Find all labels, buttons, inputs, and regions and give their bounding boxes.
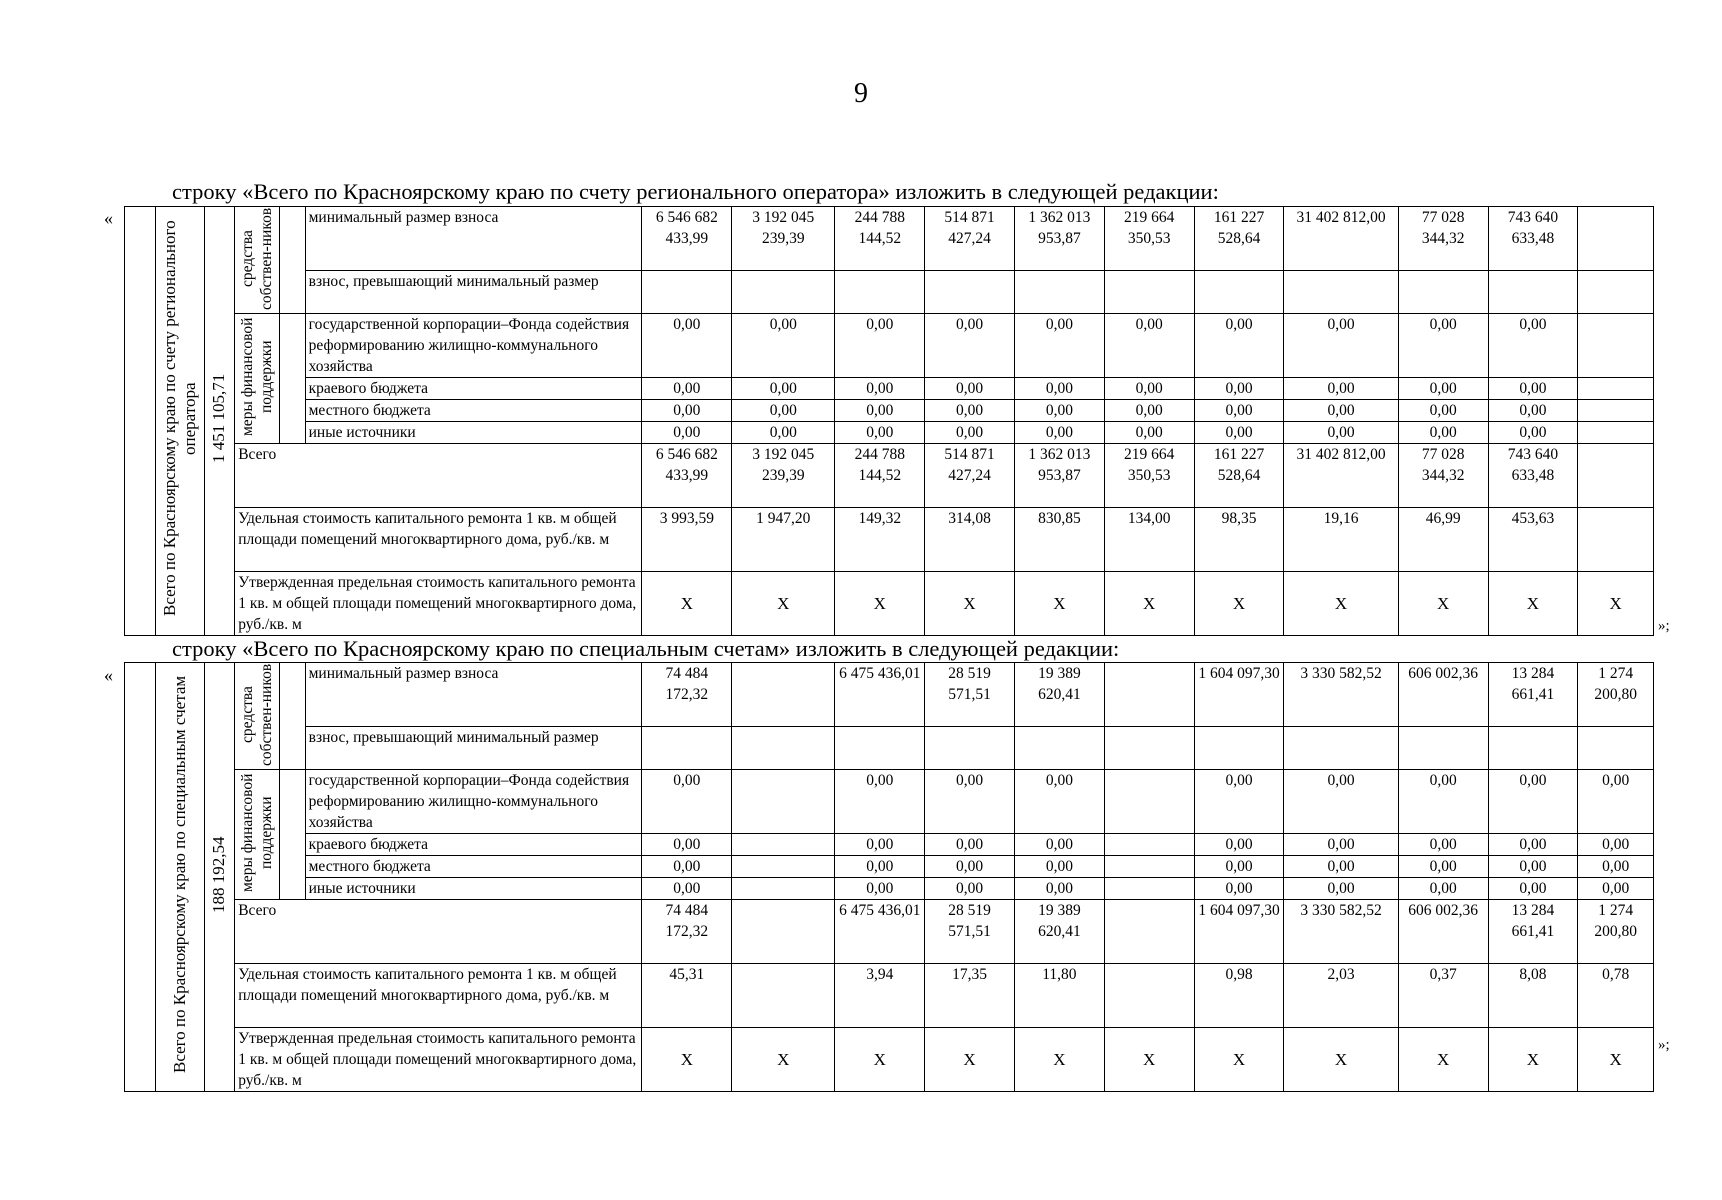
value-cell: 1 274 200,80 xyxy=(1578,900,1654,964)
value-cell: 0,00 xyxy=(1194,400,1284,422)
value-cell: 0,00 xyxy=(1488,400,1578,422)
value-cell: 0,00 xyxy=(1104,422,1194,444)
owners-funds-label-cell xyxy=(235,207,280,314)
value-cell: 0,00 xyxy=(925,400,1015,422)
value-cell: 0,00 xyxy=(1194,770,1284,834)
value-cell: 0,00 xyxy=(835,400,925,422)
value-cell: 6 546 682 433,99 xyxy=(642,444,732,508)
value-cell: 514 871 427,24 xyxy=(925,444,1015,508)
value-cell: 830,85 xyxy=(1014,508,1104,572)
table-row xyxy=(125,508,1654,572)
value-cell: 31 402 812,00 xyxy=(1284,207,1398,271)
value-cell: 0,00 xyxy=(1398,378,1488,400)
value-cell: 0,00 xyxy=(1014,422,1104,444)
table-row xyxy=(125,314,1654,378)
value-cell xyxy=(1104,878,1194,900)
value-cell: 149,32 xyxy=(835,508,925,572)
value-cell xyxy=(732,878,835,900)
financial-support-label: меры финансовой поддержки xyxy=(239,317,276,437)
value-cell: 3 330 582,52 xyxy=(1284,900,1398,964)
value-cell: 0,00 xyxy=(1104,314,1194,378)
value-cell: 0,98 xyxy=(1194,964,1284,1028)
value-cell: X xyxy=(835,1028,925,1092)
value-cell: 1 362 013 953,87 xyxy=(1014,207,1104,271)
value-cell: 0,00 xyxy=(642,314,732,378)
value-cell: X xyxy=(1014,1028,1104,1092)
value-cell xyxy=(1578,508,1654,572)
section-1-intro: строку «Всего по Красноярскому краю по счету регионального оператора» изложить в следующей редакции: xyxy=(172,179,1219,204)
value-cell xyxy=(835,271,925,314)
value-cell: 0,00 xyxy=(1398,856,1488,878)
section-2-quote-close: »; xyxy=(1658,1037,1670,1053)
value-cell: 6 546 682 433,99 xyxy=(642,207,732,271)
value-cell: 219 664 350,53 xyxy=(1104,207,1194,271)
value-cell: 0,00 xyxy=(642,400,732,422)
value-cell: X xyxy=(1104,572,1194,636)
value-cell xyxy=(1398,271,1488,314)
value-cell: X xyxy=(1578,1028,1654,1092)
value-cell: 45,31 xyxy=(642,964,732,1028)
value-cell xyxy=(1104,663,1194,727)
value-cell: 6 475 436,01 xyxy=(835,900,925,964)
value-cell: X xyxy=(1194,1028,1284,1092)
value-cell xyxy=(1104,271,1194,314)
area-total-cell xyxy=(204,663,235,1092)
value-cell: 743 640 633,48 xyxy=(1488,207,1578,271)
value-cell xyxy=(925,271,1015,314)
value-cell xyxy=(1578,444,1654,508)
value-cell: 0,00 xyxy=(1014,878,1104,900)
table-row xyxy=(125,878,1654,900)
area-total-cell xyxy=(204,207,235,636)
value-cell: 0,00 xyxy=(835,856,925,878)
value-cell: 134,00 xyxy=(1104,508,1194,572)
value-cell: 0,00 xyxy=(642,770,732,834)
value-cell: 0,00 xyxy=(1488,378,1578,400)
value-cell: 0,00 xyxy=(1284,422,1398,444)
value-cell xyxy=(1578,400,1654,422)
value-cell: 3,94 xyxy=(835,964,925,1028)
value-cell: 0,00 xyxy=(1398,400,1488,422)
value-cell: 0,00 xyxy=(1194,378,1284,400)
value-cell: 244 788 144,52 xyxy=(835,207,925,271)
value-cell: 0,00 xyxy=(1014,856,1104,878)
value-cell: X xyxy=(1014,572,1104,636)
value-cell xyxy=(732,770,835,834)
value-cell: 0,00 xyxy=(1284,856,1398,878)
financial-support-label-cell xyxy=(235,770,280,900)
table-row xyxy=(125,378,1654,400)
value-cell: 743 640 633,48 xyxy=(1488,444,1578,508)
row-label-limit-cost: Утвержденная предельная стоимость капитального ремонта 1 кв. м общей площади помещений многоквартирного дома, руб./кв. м xyxy=(235,572,642,636)
value-cell xyxy=(1104,856,1194,878)
value-cell: 0,00 xyxy=(1398,770,1488,834)
section-2-intro: строку «Всего по Красноярскому краю по специальным счетам» изложить в следующей редакции: xyxy=(172,636,1120,661)
value-cell: 161 227 528,64 xyxy=(1194,444,1284,508)
blank-subcolumn xyxy=(280,314,306,444)
value-cell: 1 604 097,30 xyxy=(1194,663,1284,727)
value-cell: 0,00 xyxy=(1488,856,1578,878)
value-cell: 314,08 xyxy=(925,508,1015,572)
value-cell: 0,00 xyxy=(1194,834,1284,856)
value-cell: 0,00 xyxy=(925,314,1015,378)
value-cell xyxy=(1104,834,1194,856)
value-cell: 0,00 xyxy=(1284,400,1398,422)
blank-subcolumn xyxy=(280,663,306,770)
value-cell: 0,00 xyxy=(1488,878,1578,900)
value-cell: 0,00 xyxy=(835,314,925,378)
value-cell: 1 274 200,80 xyxy=(1578,663,1654,727)
value-cell: X xyxy=(1284,1028,1398,1092)
value-cell: 19 389 620,41 xyxy=(1014,900,1104,964)
row-label-total: Всего xyxy=(235,444,642,508)
group-label-cell xyxy=(155,663,204,1092)
value-cell: 0,00 xyxy=(1398,834,1488,856)
row-label-fund: государственной корпорации–Фонда содействия реформированию жилищно-коммунального хозяйства xyxy=(305,314,642,378)
value-cell: 77 028 344,32 xyxy=(1398,444,1488,508)
value-cell: 13 284 661,41 xyxy=(1488,900,1578,964)
value-cell xyxy=(1578,207,1654,271)
row-label-min-fee: минимальный размер взноса xyxy=(305,663,642,727)
value-cell: 0,00 xyxy=(1488,770,1578,834)
table-row xyxy=(125,1028,1654,1092)
value-cell xyxy=(732,271,835,314)
value-cell: 0,00 xyxy=(835,878,925,900)
value-cell: 0,00 xyxy=(732,378,835,400)
value-cell: X xyxy=(1488,572,1578,636)
value-cell: 19 389 620,41 xyxy=(1014,663,1104,727)
value-cell: 0,00 xyxy=(1284,314,1398,378)
table-row xyxy=(125,834,1654,856)
row-label-min-fee: минимальный размер взноса xyxy=(305,207,642,271)
section-2-table xyxy=(124,662,1654,1092)
value-cell: 0,00 xyxy=(835,770,925,834)
value-cell: 0,78 xyxy=(1578,964,1654,1028)
value-cell: 0,00 xyxy=(1578,770,1654,834)
table-row xyxy=(125,422,1654,444)
value-cell: 606 002,36 xyxy=(1398,663,1488,727)
value-cell: 11,80 xyxy=(1014,964,1104,1028)
value-cell: 3 993,59 xyxy=(642,508,732,572)
blank-subcolumn xyxy=(280,207,306,314)
value-cell: 0,00 xyxy=(1488,834,1578,856)
table-row xyxy=(125,900,1654,964)
value-cell: 2,03 xyxy=(1284,964,1398,1028)
value-cell: X xyxy=(642,572,732,636)
value-cell: 0,00 xyxy=(732,400,835,422)
page-number: 9 xyxy=(854,78,868,109)
table-row xyxy=(125,663,1654,727)
value-cell xyxy=(1194,271,1284,314)
value-cell: 13 284 661,41 xyxy=(1488,663,1578,727)
table-row xyxy=(125,727,1654,770)
value-cell: 6 475 436,01 xyxy=(835,663,925,727)
value-cell: 0,00 xyxy=(1194,314,1284,378)
value-cell: 1 947,20 xyxy=(732,508,835,572)
value-cell xyxy=(732,900,835,964)
blank-subcolumn xyxy=(280,770,306,900)
owners-funds-label: средства собствен-ников xyxy=(239,207,276,310)
value-cell: 0,00 xyxy=(732,422,835,444)
value-cell: X xyxy=(1284,572,1398,636)
value-cell: X xyxy=(1398,572,1488,636)
value-cell: 3 192 045 239,39 xyxy=(732,207,835,271)
value-cell xyxy=(732,964,835,1028)
blank-column xyxy=(125,207,156,636)
value-cell xyxy=(1578,271,1654,314)
value-cell xyxy=(642,271,732,314)
value-cell xyxy=(1104,727,1194,770)
value-cell: X xyxy=(835,572,925,636)
value-cell: 0,00 xyxy=(1014,400,1104,422)
value-cell: 1 604 097,30 xyxy=(1194,900,1284,964)
value-cell xyxy=(1488,727,1578,770)
section-1-quote-close: »; xyxy=(1658,618,1670,634)
value-cell: X xyxy=(1488,1028,1578,1092)
row-label-regional: краевого бюджета xyxy=(305,834,642,856)
value-cell: 0,00 xyxy=(1488,314,1578,378)
value-cell xyxy=(1398,727,1488,770)
value-cell: 3 330 582,52 xyxy=(1284,663,1398,727)
value-cell: 0,00 xyxy=(642,878,732,900)
financial-support-label: меры финансовой поддержки xyxy=(239,773,276,893)
blank-column xyxy=(125,663,156,1092)
value-cell: 219 664 350,53 xyxy=(1104,444,1194,508)
value-cell: X xyxy=(732,572,835,636)
value-cell: 0,00 xyxy=(1104,378,1194,400)
section-1-quote-open: « xyxy=(104,208,113,228)
value-cell: 0,00 xyxy=(642,378,732,400)
value-cell xyxy=(1488,271,1578,314)
table-row xyxy=(125,400,1654,422)
value-cell: 3 192 045 239,39 xyxy=(732,444,835,508)
row-label-fund: государственной корпорации–Фонда содействия реформированию жилищно-коммунального хозяйства xyxy=(305,770,642,834)
value-cell: 0,00 xyxy=(1284,378,1398,400)
table-row xyxy=(125,964,1654,1028)
table-row xyxy=(125,572,1654,636)
row-label-total: Всего xyxy=(235,900,642,964)
value-cell: X xyxy=(1398,1028,1488,1092)
value-cell xyxy=(1194,727,1284,770)
value-cell: 28 519 571,51 xyxy=(925,663,1015,727)
value-cell xyxy=(1578,314,1654,378)
value-cell: 0,00 xyxy=(1398,878,1488,900)
row-label-excess-fee: взнос, превышающий минимальный размер xyxy=(305,727,642,770)
value-cell: 514 871 427,24 xyxy=(925,207,1015,271)
group-label: Всего по Красноярскому краю по специальным счетам xyxy=(169,675,189,1074)
value-cell: 0,00 xyxy=(1014,314,1104,378)
value-cell: X xyxy=(925,1028,1015,1092)
value-cell: 0,00 xyxy=(835,422,925,444)
row-label-local: местного бюджета xyxy=(305,400,642,422)
row-label-excess-fee: взнос, превышающий минимальный размер xyxy=(305,271,642,314)
financial-support-label-cell xyxy=(235,314,280,444)
value-cell: 606 002,36 xyxy=(1398,900,1488,964)
value-cell: 0,00 xyxy=(1104,400,1194,422)
value-cell: 0,00 xyxy=(925,834,1015,856)
value-cell: 1 362 013 953,87 xyxy=(1014,444,1104,508)
group-label: Всего по Красноярскому краю по счету регионального оператора xyxy=(159,220,199,617)
value-cell: 0,00 xyxy=(1284,878,1398,900)
value-cell: 74 484 172,32 xyxy=(642,663,732,727)
value-cell xyxy=(1284,271,1398,314)
value-cell xyxy=(1284,727,1398,770)
table-row xyxy=(125,207,1654,271)
table-row xyxy=(125,271,1654,314)
value-cell: X xyxy=(732,1028,835,1092)
section-2-quote-open: « xyxy=(104,665,113,685)
value-cell xyxy=(1104,964,1194,1028)
value-cell xyxy=(732,727,835,770)
value-cell: 98,35 xyxy=(1194,508,1284,572)
value-cell: 28 519 571,51 xyxy=(925,900,1015,964)
value-cell: 0,00 xyxy=(1284,770,1398,834)
value-cell xyxy=(1014,727,1104,770)
area-total: 188 192,54 xyxy=(209,836,229,913)
value-cell: 0,00 xyxy=(925,378,1015,400)
table-row xyxy=(125,770,1654,834)
value-cell: 0,00 xyxy=(1194,878,1284,900)
group-label-cell xyxy=(155,207,204,636)
value-cell xyxy=(835,727,925,770)
value-cell: 0,00 xyxy=(642,422,732,444)
value-cell: 0,00 xyxy=(1014,770,1104,834)
value-cell: 0,00 xyxy=(1194,856,1284,878)
row-label-unit-cost: Удельная стоимость капитального ремонта 1 кв. м общей площади помещений многоквартирного дома, руб./кв. м xyxy=(235,508,642,572)
row-label-limit-cost: Утвержденная предельная стоимость капитального ремонта 1 кв. м общей площади помещений многоквартирного дома, руб./кв. м xyxy=(235,1028,642,1092)
row-label-other: иные источники xyxy=(305,422,642,444)
value-cell: 244 788 144,52 xyxy=(835,444,925,508)
value-cell: 0,00 xyxy=(1398,422,1488,444)
value-cell: 0,00 xyxy=(835,378,925,400)
value-cell xyxy=(732,663,835,727)
value-cell xyxy=(1014,271,1104,314)
value-cell xyxy=(1104,900,1194,964)
value-cell xyxy=(732,856,835,878)
value-cell: X xyxy=(1578,572,1654,636)
value-cell xyxy=(1104,770,1194,834)
value-cell: 0,00 xyxy=(1578,834,1654,856)
value-cell: 19,16 xyxy=(1284,508,1398,572)
row-label-unit-cost: Удельная стоимость капитального ремонта 1 кв. м общей площади помещений многоквартирного дома, руб./кв. м xyxy=(235,964,642,1028)
value-cell: 0,00 xyxy=(732,314,835,378)
value-cell: X xyxy=(1194,572,1284,636)
value-cell: 46,99 xyxy=(1398,508,1488,572)
value-cell: 0,00 xyxy=(1014,378,1104,400)
value-cell xyxy=(1578,727,1654,770)
table-row xyxy=(125,444,1654,508)
row-label-other: иные источники xyxy=(305,878,642,900)
row-label-regional: краевого бюджета xyxy=(305,378,642,400)
value-cell: 0,00 xyxy=(1578,856,1654,878)
value-cell: 0,00 xyxy=(642,834,732,856)
value-cell xyxy=(732,834,835,856)
value-cell: 31 402 812,00 xyxy=(1284,444,1398,508)
value-cell: 0,00 xyxy=(835,834,925,856)
value-cell: 0,00 xyxy=(925,878,1015,900)
value-cell: X xyxy=(1104,1028,1194,1092)
value-cell: 8,08 xyxy=(1488,964,1578,1028)
value-cell: 0,00 xyxy=(642,856,732,878)
value-cell: X xyxy=(925,572,1015,636)
value-cell: 0,00 xyxy=(925,422,1015,444)
owners-funds-label: средства собствен-ников xyxy=(239,663,276,766)
value-cell: 0,00 xyxy=(1488,422,1578,444)
value-cell: 17,35 xyxy=(925,964,1015,1028)
value-cell: 0,00 xyxy=(925,770,1015,834)
value-cell: X xyxy=(642,1028,732,1092)
value-cell: 0,37 xyxy=(1398,964,1488,1028)
value-cell: 453,63 xyxy=(1488,508,1578,572)
value-cell xyxy=(642,727,732,770)
value-cell xyxy=(1578,378,1654,400)
value-cell: 0,00 xyxy=(1578,878,1654,900)
value-cell: 0,00 xyxy=(1284,834,1398,856)
value-cell: 161 227 528,64 xyxy=(1194,207,1284,271)
value-cell: 0,00 xyxy=(1014,834,1104,856)
table-row xyxy=(125,856,1654,878)
section-1-table xyxy=(124,206,1654,636)
value-cell: 77 028 344,32 xyxy=(1398,207,1488,271)
value-cell xyxy=(1578,422,1654,444)
value-cell xyxy=(925,727,1015,770)
value-cell: 0,00 xyxy=(925,856,1015,878)
value-cell: 74 484 172,32 xyxy=(642,900,732,964)
value-cell: 0,00 xyxy=(1398,314,1488,378)
owners-funds-label-cell xyxy=(235,663,280,770)
value-cell: 0,00 xyxy=(1194,422,1284,444)
row-label-local: местного бюджета xyxy=(305,856,642,878)
area-total: 1 451 105,71 xyxy=(209,373,229,464)
